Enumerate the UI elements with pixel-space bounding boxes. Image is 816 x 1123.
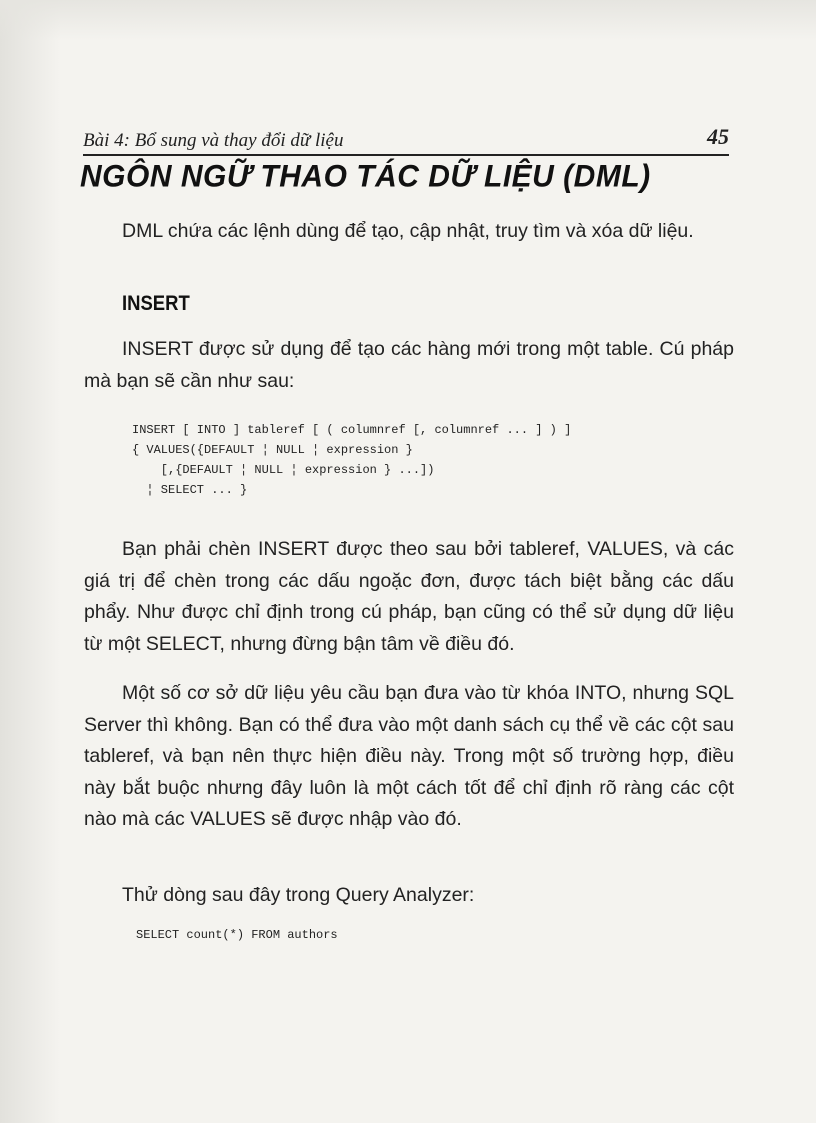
syntax-line: { VALUES({DEFAULT ¦ NULL ¦ expression } bbox=[132, 443, 413, 457]
intro-paragraph: DML chứa các lệnh dùng để tạo, cập nhật, truy tìm và xóa dữ liệu. bbox=[122, 220, 694, 242]
insert-intro-paragraph: INSERT được sử dụng để tạo các hàng mới trong một table. Cú pháp mà bạn sẽ cần như sau: bbox=[84, 338, 734, 392]
paragraph-try: Thử dòng sau đây trong Query Analyzer: bbox=[122, 884, 475, 906]
syntax-line: INSERT [ INTO ] tableref [ ( columnref [, columnref ... ] ) ] bbox=[132, 423, 572, 437]
page-number: 45 bbox=[707, 124, 729, 149]
running-header bbox=[83, 124, 729, 156]
paragraph-tableref: Bạn phải chèn INSERT được theo sau bởi tableref, VALUES, và các giá trị để chèn trong các dấu ngoặc đơn, được tách biệt bằng các dấu phẩy. Như được chỉ định trong cú pháp, bạn cũng có thể sử dụng dữ liệu từ một SELECT, nhưng đừng bận tâm về điều đó. bbox=[84, 538, 734, 655]
header-title: Bài 4: Bổ sung và thay đổi dữ liệu bbox=[83, 130, 344, 151]
section-title: NGÔN NGỮ THAO TÁC DỮ LIỆU (DML) bbox=[80, 159, 651, 194]
page-edge-shadow bbox=[0, 0, 60, 1123]
paragraph-into: Một số cơ sở dữ liệu yêu cầu bạn đưa vào từ khóa INTO, nhưng SQL Server thì không. Bạn có thể đưa vào một danh sách cụ thể về các cột sau tableref, và bạn nên thực hiện điều này. Trong một số trường hợp, điều này bắt buộc nhưng đây luôn là một cách tốt để chỉ định rõ ràng các cột nào mà các VALUES sẽ được nhập vào đó. bbox=[84, 682, 734, 830]
syntax-line: ¦ SELECT ... } bbox=[132, 483, 248, 497]
syntax-block bbox=[132, 420, 732, 500]
page-top-shadow bbox=[0, 0, 816, 40]
example-query: SELECT count(*) FROM authors bbox=[136, 928, 338, 942]
subheading-insert: INSERT bbox=[122, 292, 190, 315]
syntax-line: [,{DEFAULT ¦ NULL ¦ expression } ...]) bbox=[132, 463, 435, 477]
